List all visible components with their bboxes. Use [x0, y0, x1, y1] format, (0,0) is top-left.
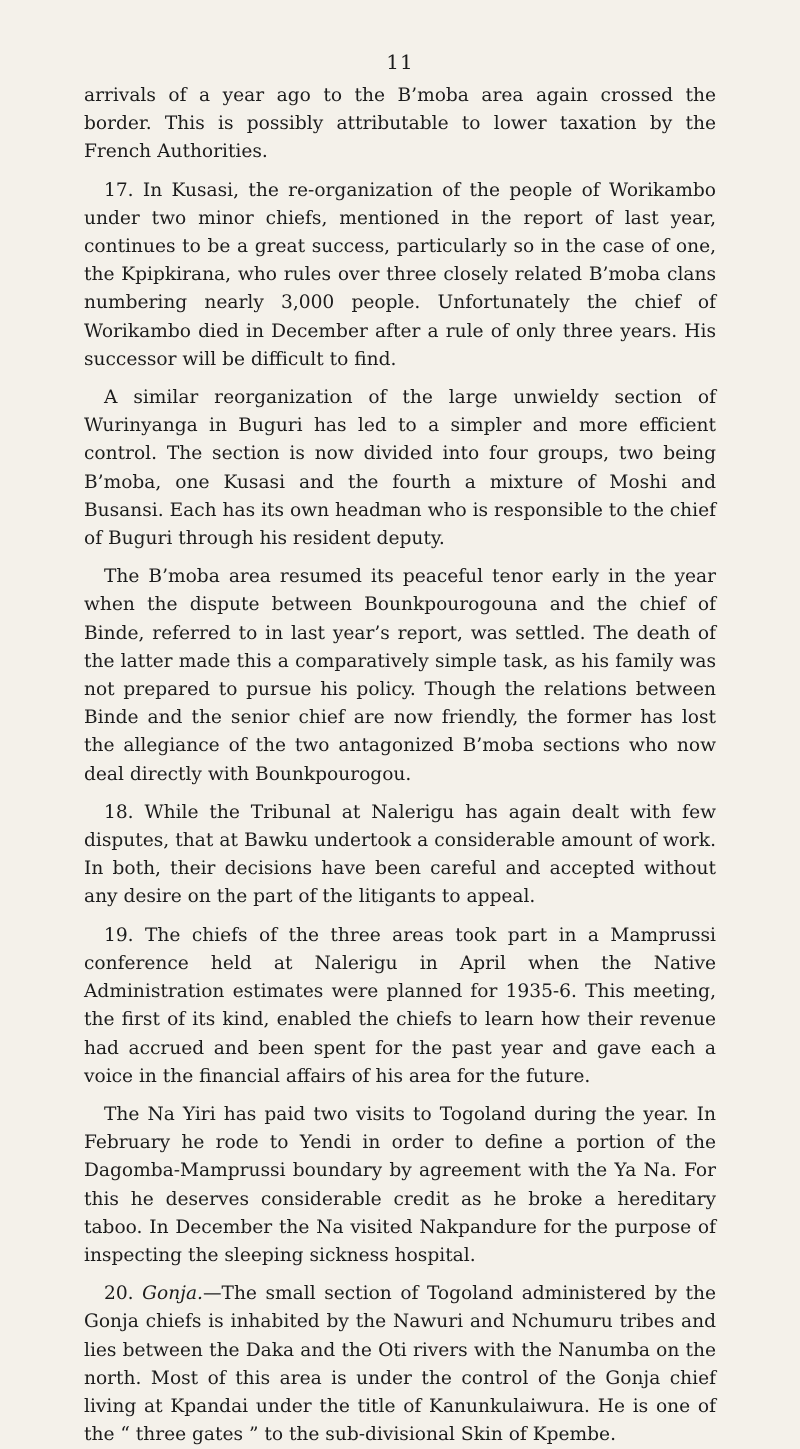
- paragraph-17-bmoba-area: The B’moba area resumed its peaceful tenor early in the year when the dispute between Bounkpourogouna and the chief of Binde, referred to in last year’s report, was settled. The death of the latter made this a comparatively simple task, as his family was not prepared to pursue his policy. Though the relations between Binde and the senior chief are now friendly, the former has lost the allegiance of the two antagonized B’moba sections who now deal directly with Bounkpourogou.: [84, 566, 716, 785]
- paragraph-17-wurinyanga: A similar reorganization of the large unwieldy section of Wurinyanga in Buguri has led to a simpler and more efficient control. The section is now divided into four groups, two being B’moba, one Kusasi and the fourth a mixture of Moshi and Busansi. Each has its own headman who is responsible to the chief of Buguri through his resident deputy.: [84, 387, 716, 550]
- paragraph-20: [84, 1280, 716, 1449]
- paragraph-19: 19. The chiefs of the three areas took part in a Mamprussi conference held at Nalerigu in April when the Native Administration estimates were planned for 1935-6. This meeting, the first of its kind, enabled the chiefs to learn how their revenue had accrued and been spent for the past year and gave each a voice in the financial affairs of his area for the future.: [84, 924, 716, 1087]
- paragraph-17: 17. In Kusasi, the re-organization of the people of Worikambo under two minor chiefs, mentioned in the report of last year, continues to be a great success, particularly so in the case of one, the Kpipkirana, who rules over three closely related B’moba clans numbering nearly 3,000 people. Unfortunately the chief of Worikambo died in December after a rule of only three years. His successor will be difficult to find.: [84, 179, 716, 370]
- body-text: [84, 82, 716, 1449]
- paragraph-19-na-yiri: The Na Yiri has paid two visits to Togoland during the year. In February he rode to Yendi in order to define a portion of the Dagomba-Mamprussi boundary by agreement with the Ya Na. For this he deserves considerable credit as he broke a hereditary taboo. In December the Na visited Nakpandure for the purpose of inspecting the sleeping sickness hospital.: [84, 1103, 716, 1266]
- paragraph-20-heading: Gonja.: [142, 1283, 203, 1305]
- paragraph-continuation: arrivals of a year ago to the B’moba area again crossed the border. This is possibly attributable to lower taxation by the French Authorities.: [84, 85, 716, 163]
- paragraph-20-text: —The small section of Togoland administered by the Gonja chiefs is inhabited by the Nawuri and Nchumuru tribes and lies between the Daka and the Oti rivers with the Nanumba on the north. Most of this area is under the control of the Gonja chief living at Kpandai under the title of Kanunkulaiwura. He is one of the “ three gates ” to the sub-divisional Skin of Kpembe.: [84, 1283, 716, 1446]
- paragraph-20-number: 20.: [104, 1283, 134, 1305]
- paragraph-18: 18. While the Tribunal at Nalerigu has again dealt with few disputes, that at Bawku undertook a considerable amount of work. In both, their decisions have been careful and accepted without any desire on the part of the litigants to appeal.: [84, 801, 716, 908]
- page-number: 11: [386, 50, 414, 74]
